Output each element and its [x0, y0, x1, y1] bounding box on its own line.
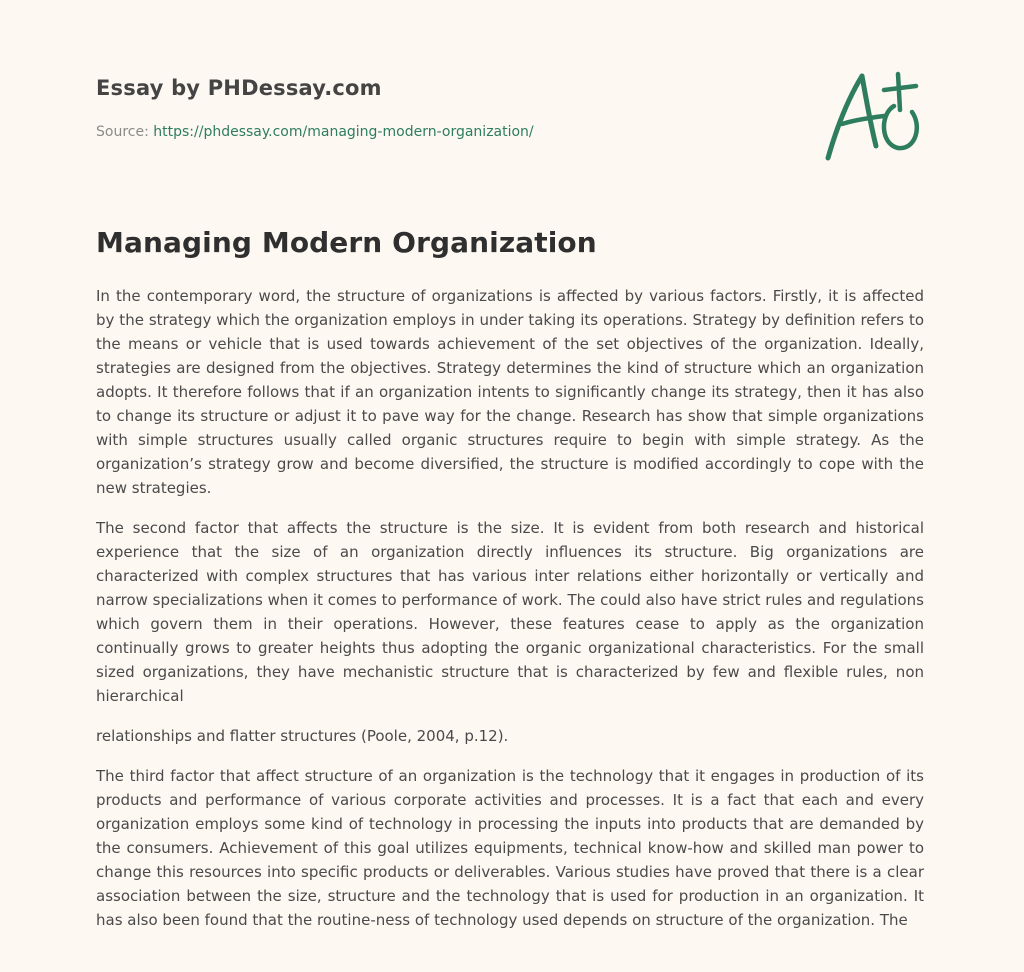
essay-title: Managing Modern Organization	[96, 226, 597, 259]
source-line	[96, 124, 534, 140]
source-label: Source:	[96, 124, 149, 140]
brand-title: Essay by PHDessay.com	[96, 76, 382, 100]
essay-paragraph: relationships and flatter structures (Poole, 2004, p.12).	[96, 727, 509, 745]
essay-paragraph: The third factor that affect structure of an organization is the technology that it engages in production of its products and performance of various corporate activities and processes. It is a fact that each and every organization employs some kind of technology in processing the inputs into products that are demanded by the consumers. Achievement of this goal utilizes equipments, technical know-how and skilled man power to change this resources into specific products or deliverables. Various studies have proved that there is a clear association between the size, structure and the technology that is used for production in an organization. It has also been found that the routine-ness of technology used depends on structure of the organization. The	[96, 767, 924, 929]
essay-paragraph: The second factor that affects the structure is the size. It is evident from both research and historical experience that the size of an organization directly influences its structure. Big organizations are characterized with complex structures that has various inter relations either horizontally or vertically and narrow specializations when it comes to performance of work. The could also have strict rules and regulations which govern them in their operations. However, these features cease to apply as the organization continually grows to greater heights thus adopting the organic organizational characteristics. For the small sized organizations, they have mechanistic structure that is characterized by few and flexible rules, non hierarchical	[96, 519, 924, 705]
source-link[interactable]: https://phdessay.com/managing-modern-organization/	[153, 124, 534, 140]
essay-paragraph: In the contemporary word, the structure of organizations is affected by various factors. Firstly, it is affected by the strategy which the organization employs in under taking its operations. Strategy by definition refers to the means or vehicle that is used towards achievement of the set objectives of the organization. Ideally, strategies are designed from the objectives. Strategy determines the kind of structure which an organization adopts. It therefore follows that if an organization intents to significantly change its strategy, then it has also to change its structure or adjust it to pave way for the change. Research has show that simple organizations with simple structures usually called organic structures require to begin with simple strategy. As the organization’s strategy grow and become diversified, the structure is modified accordingly to cope with the new strategies.	[96, 287, 924, 497]
a-plus-grade-icon	[820, 66, 930, 166]
essay-body	[96, 284, 924, 948]
